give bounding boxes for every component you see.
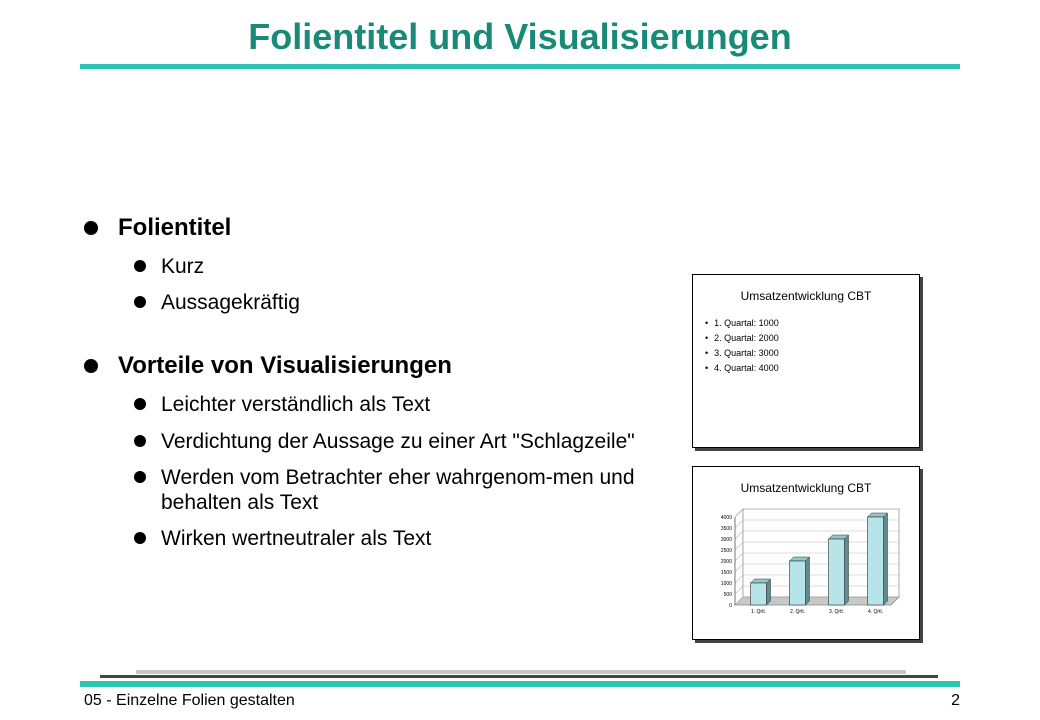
y-tick-label: 1500 (720, 570, 732, 576)
thumbnail-bullet: • 2. Quartal: 2000 (705, 333, 779, 343)
bullet-item (134, 290, 674, 315)
bullet-dot-icon (134, 398, 146, 410)
bar-side (767, 579, 771, 605)
y-tick-label: 2000 (720, 559, 732, 565)
bullet-heading-text: Vorteile von Visualisierungen (118, 352, 452, 380)
bullet-dot-icon (134, 260, 146, 272)
footer-text: 05 - Einzelne Folien gestalten (84, 692, 295, 709)
bar (868, 517, 884, 605)
y-tick-label: 500 (723, 592, 732, 598)
page-number: 2 (951, 692, 960, 709)
bar (790, 561, 806, 605)
text-slide-thumbnail (692, 274, 920, 448)
bullet-item (134, 429, 674, 454)
bullet-item (134, 465, 674, 515)
thumbnail-title: Umsatzentwicklung CBT (740, 289, 872, 303)
bullet-dot-icon (84, 359, 98, 373)
bullet-item (134, 392, 674, 417)
bullet-dot-icon (134, 532, 146, 544)
y-tick-label: 3500 (720, 526, 732, 532)
bullet-item-text: Werden vom Betrachter eher wahrgenom-men und behalten als Text (161, 465, 635, 514)
bullet-item (134, 254, 674, 279)
bullet-heading-vorteile (84, 352, 674, 380)
bullet-item-text: Aussagekräftig (161, 291, 300, 315)
bullet-heading-text: Folientitel (118, 214, 232, 241)
bar-side (845, 535, 849, 605)
chart-title: Umsatzentwicklung CBT (740, 481, 872, 495)
slide-title: Folientitel und Visualisierungen (248, 16, 792, 57)
y-tick-label: 0 (729, 603, 732, 609)
x-tick-label: 2. Qrtl. (789, 609, 806, 615)
bar (751, 583, 767, 605)
bullet-dot-icon (134, 296, 146, 308)
bar (829, 539, 845, 605)
footer-rule-grey (136, 670, 906, 674)
x-tick-label: 4. Qrtl. (867, 609, 884, 615)
x-tick-label: 3. Qrtl. (828, 609, 845, 615)
footer-rule-teal (80, 681, 960, 687)
thumbnail-bullet: • 1. Quartal: 1000 (705, 318, 779, 328)
bullet-dot-icon (134, 471, 146, 483)
x-tick-label: 1. Qrtl. (750, 609, 767, 615)
y-tick-label: 1000 (720, 581, 732, 587)
thumbnail-bullet-list (705, 318, 779, 378)
thumbnail-bullet: • 3. Quartal: 3000 (705, 348, 779, 358)
footer-rule-dark (100, 675, 938, 678)
title-underline (80, 64, 960, 69)
chart-slide-thumbnail (692, 466, 920, 640)
bar-side (884, 513, 888, 605)
bullet-dot-icon (84, 221, 98, 235)
thumbnail-bullet: • 4. Quartal: 4000 (705, 363, 779, 373)
bullet-item-text: Leichter verständlich als Text (161, 393, 431, 417)
bullet-list (84, 214, 674, 562)
bar-side (806, 557, 810, 605)
bar-chart (693, 467, 919, 639)
bullet-item (134, 526, 674, 551)
bullet-dot-icon (134, 435, 146, 447)
bullet-item-text: Wirken wertneutraler als Text (161, 527, 432, 551)
bullet-item-text: Verdichtung der Aussage zu einer Art "Schlagzeile" (161, 429, 635, 453)
y-tick-label: 2500 (720, 548, 732, 554)
y-tick-label: 3000 (720, 537, 732, 543)
y-tick-label: 4000 (720, 515, 732, 521)
bullet-heading-folientitel (84, 214, 674, 242)
bullet-item-text: Kurz (161, 255, 205, 278)
